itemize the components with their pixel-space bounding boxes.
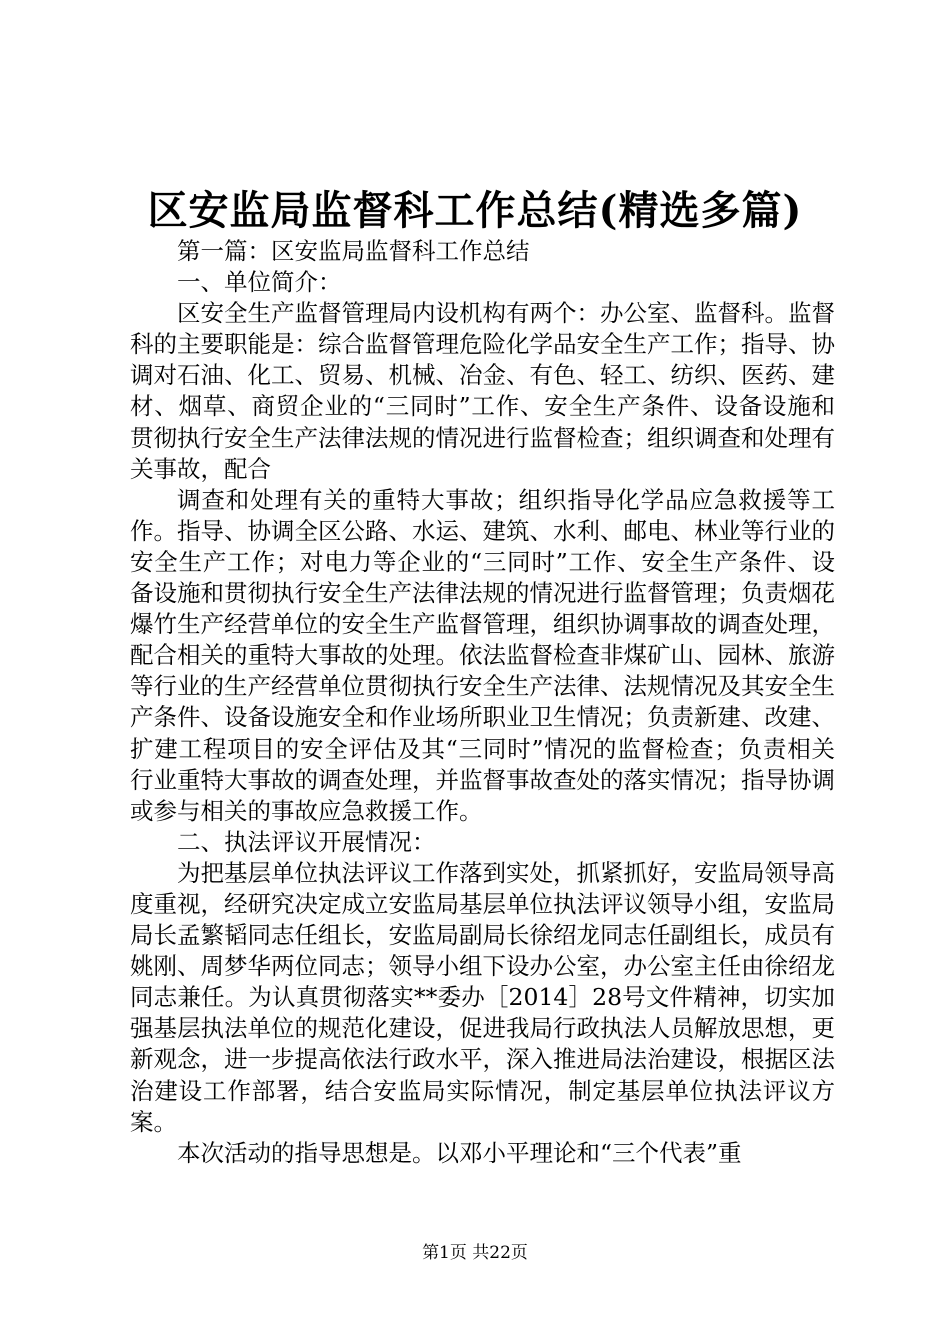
subsection-heading: 一、单位简介： bbox=[177, 268, 342, 297]
page-footer: 第1页 共22页 bbox=[422, 1243, 528, 1263]
document-title: 区安监局监督科工作总结(精选多篇) bbox=[147, 187, 803, 234]
body-paragraph: 区安全生产监督管理局内设机构有两个：办公室、监督科。监督科的主要职能是：综合监督管理危险化学品安全生产工作；指导、协调对石油、化工、贸易、机械、冶金、有色、轻工、纺织、医药、建材、烟草、商贸企业的“三同时”工作、安全生产条件、设备设施和贯彻执行安全生产法律法规的情况进行监督检查；组织调查和处理有关事故，配合 bbox=[130, 299, 835, 483]
body-paragraph: 本次活动的指导思想是。以邓小平理论和“三个代表”重 bbox=[177, 1138, 742, 1167]
section-heading: 第一篇：区安监局监督科工作总结 bbox=[177, 237, 530, 265]
body-paragraph: 为把基层单位执法评议工作落到实处，抓紧抓好，安监局领导高度重视，经研究决定成立安监局基层单位执法评议领导小组，安监局局长孟繁韬同志任组长，安监局副局长徐绍龙同志任副组长，成员有姚刚、周梦华两位同志；领导小组下设办公室，办公室主任由徐绍龙同志兼任。为认真贯彻落实**委办［2014］28号文件精神，切实加强基层执法单位的规范化建设，促进我局行政执法人员解放思想，更新观念，进一步提高依法行政水平，深入推进局法治建设，根据区法治建设工作部署，结合安监局实际情况，制定基层单位执法评议方案。 bbox=[130, 858, 835, 1136]
body-paragraph: 调查和处理有关的重特大事故；组织指导化学品应急救援等工作。指导、协调全区公路、水运、建筑、水利、邮电、林业等行业的安全生产工作；对电力等企业的“三同时”工作、安全生产条件、设备设施和贯彻执行安全生产法律法规的情况进行监督管理；负责烟花爆竹生产经营单位的安全生产监督管理，组织协调事故的调查处理，配合相关的重特大事故的处理。依法监督检查非煤矿山、园林、旅游等行业的生产经营单位贯彻执行安全生产法律、法规情况及其安全生产条件、设备设施安全和作业场所职业卫生情况；负责新建、改建、扩建工程项目的安全评估及其“三同时”情况的监督检查；负责相关行业重特大事故的调查处理，并监督事故查处的落实情况；指导协调或参与相关的事故应急救援工作。 bbox=[130, 485, 835, 825]
subsection-heading: 二、执法评议开展情况： bbox=[177, 827, 436, 856]
document-body bbox=[130, 236, 835, 1169]
